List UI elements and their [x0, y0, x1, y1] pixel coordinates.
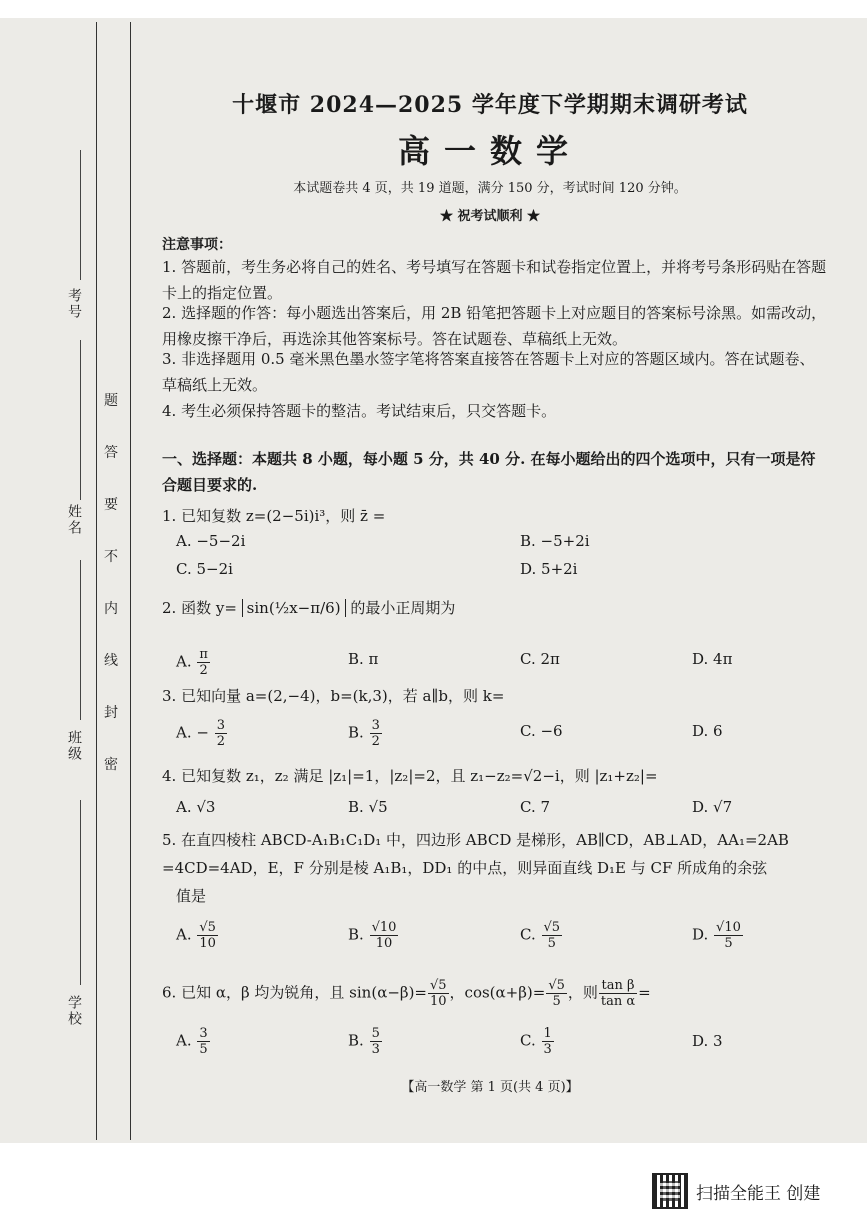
- seal-char: 封: [104, 705, 118, 721]
- q4-option-b: B. √5: [348, 798, 388, 816]
- q5-option-a: [176, 920, 219, 951]
- q3-a-prefix: A. −: [176, 723, 209, 742]
- qr-code-icon: [652, 1173, 688, 1209]
- good-luck-line: ★ 祝考试顺利 ★: [439, 209, 541, 224]
- q6-a-fraction: [197, 1026, 209, 1057]
- q5-d-fraction: [714, 920, 743, 951]
- q3-option-c: C. −6: [520, 722, 563, 740]
- numerator: √5: [199, 920, 216, 935]
- denominator: 2: [199, 663, 208, 678]
- page-footer: 【高一数学 第 1 页(共 4 页)】: [401, 1080, 579, 1095]
- q4-option-c: C. 7: [520, 798, 551, 816]
- numerator: tan β: [599, 978, 637, 994]
- class-label: 班级: [66, 730, 82, 762]
- numerator: 5: [371, 1026, 380, 1041]
- q3-a-fraction: [215, 718, 227, 749]
- question-4-stem: 4. 已知复数 z₁，z₂ 满足 |z₁|=1，|z₂|=2，且 z₁−z₂=√2−i，则 |z₁+z₂|=: [162, 767, 658, 785]
- denominator: 5: [724, 936, 733, 951]
- exam-number-label: 考号: [66, 288, 82, 320]
- subject-title: 高一数学: [397, 132, 582, 170]
- q6-fraction-tan: [599, 978, 637, 1009]
- question-3-stem: 3. 已知向量 a=(2,−4)，b=(k,3)，若 a∥b，则 k=: [162, 687, 505, 705]
- question-5-stem-line2: =4CD=4AD，E，F 分别是棱 A₁B₁，DD₁ 的中点，则异面直线 D₁E 与 CF 所成角的余弦: [162, 859, 768, 877]
- school-line: [80, 800, 81, 985]
- denominator: 10: [375, 936, 393, 951]
- seal-char: 密: [104, 757, 118, 773]
- name-label: 姓名: [66, 504, 82, 536]
- q3-option-d: D. 6: [692, 722, 723, 740]
- q3-option-b: [348, 718, 383, 749]
- denominator: 10: [199, 936, 216, 951]
- note-item: 1. 答题前，考生务必将自己的姓名、考号填写在答题卡和试卷指定位置上，并将考号条形码贴在答题卡上的指定位置。: [162, 258, 827, 302]
- q3-b-prefix: B.: [348, 723, 364, 742]
- seal-char: 题: [104, 393, 118, 409]
- q6-stem-part: 6. 已知 α，β 均为锐角，且 sin(α−β)=: [162, 983, 427, 1002]
- denominator: 2: [371, 734, 380, 749]
- seal-char: 不: [104, 549, 118, 565]
- numerator: π: [199, 647, 208, 662]
- exam-title: 十堰市 2024—2025 学年度下学期期末调研考试: [232, 92, 748, 118]
- q6-option-d: D. 3: [692, 1032, 723, 1050]
- q6-b-fraction: [370, 1026, 382, 1057]
- seal-char: 内: [104, 601, 118, 617]
- question-6-stem: [162, 978, 827, 1009]
- q2-option-d: D. 4π: [692, 650, 733, 668]
- denominator: 5: [199, 1042, 208, 1057]
- denominator: tan α: [600, 994, 636, 1009]
- q6-c-fraction: [542, 1026, 554, 1057]
- school-label: 学校: [66, 995, 82, 1027]
- q2-a-prefix: A.: [176, 652, 192, 671]
- numerator: √5: [548, 978, 565, 993]
- denominator: 10: [429, 994, 447, 1009]
- q2-a-fraction: [197, 647, 210, 678]
- q4-option-a: A. √3: [176, 798, 216, 816]
- q6-fraction-cos: [546, 978, 567, 1009]
- question-5-stem-line3: 值是: [176, 887, 207, 905]
- class-line: [80, 560, 81, 720]
- question-1-stem: 1. 已知复数 z=(2−5i)i³，则 z̄ =: [162, 507, 386, 525]
- q2-stem-pre: 2. 函数 y=: [162, 599, 237, 617]
- question-5-stem-line1: 5. 在直四棱柱 ABCD-A₁B₁C₁D₁ 中，四边形 ABCD 是梯形，AB∥CD，AB⊥AD，AA₁=2AB: [162, 831, 789, 849]
- q2-option-b: B. π: [348, 650, 379, 668]
- exam-info: 本试题卷共 4 页，共 19 道题，满分 150 分，考试时间 120 分钟。: [293, 181, 687, 196]
- q6-fraction-sin: [428, 978, 449, 1009]
- denominator: 3: [543, 1042, 552, 1057]
- q3-option-a: [176, 718, 228, 749]
- q2-option-c: C. 2π: [520, 650, 560, 668]
- denominator: 3: [371, 1042, 380, 1057]
- seal-char: 要: [104, 497, 118, 513]
- seal-char: 答: [104, 445, 118, 461]
- scanner-label: 扫描全能王 创建: [696, 1183, 821, 1204]
- q1-option-d: D. 5+2i: [520, 560, 578, 578]
- binding-margin: [0, 18, 132, 1143]
- numerator: 3: [371, 718, 380, 733]
- q5-a-fraction: [197, 920, 218, 951]
- q5-d-prefix: D.: [692, 925, 709, 944]
- note-item: 3. 非选择题用 0.5 毫米黑色墨水签字笔将答案直接答在答题卡上对应的答题区域内。答在试题卷、草稿纸上无效。: [162, 350, 815, 394]
- q1-option-b: B. −5+2i: [520, 532, 590, 550]
- notes-heading: 注意事项：: [162, 237, 232, 253]
- q1-option-c: C. 5−2i: [176, 560, 233, 578]
- seal-char: 线: [104, 653, 118, 669]
- q4-option-d: D. √7: [692, 798, 733, 816]
- numerator: √10: [371, 920, 397, 935]
- numerator: 3: [199, 1026, 208, 1041]
- q1-option-a: A. −5−2i: [176, 532, 246, 550]
- q2-abs-function: sin(½x−π/6): [242, 599, 346, 617]
- denominator: 2: [216, 734, 225, 749]
- numerator: √5: [429, 978, 447, 993]
- section-heading: 一、选择题：本题共 8 小题，每小题 5 分，共 40 分. 在每小题给出的四个选项中，只有一项是符合题目要求的.: [162, 450, 816, 494]
- q5-b-fraction: [370, 920, 399, 951]
- numerator: 1: [543, 1026, 552, 1041]
- q5-option-d: [692, 920, 744, 951]
- q6-stem-part: =: [638, 983, 651, 1002]
- q5-b-prefix: B.: [348, 925, 364, 944]
- q5-option-c: [520, 920, 563, 951]
- name-line: [80, 340, 81, 500]
- q6-c-prefix: C.: [520, 1031, 536, 1050]
- note-item: 4. 考生必须保持答题卡的整洁。考试结束后，只交答题卡。: [162, 402, 557, 420]
- numerator: √10: [716, 920, 741, 935]
- margin-line-inner: [96, 22, 97, 1140]
- q6-option-c: [520, 1026, 555, 1057]
- q5-a-prefix: A.: [176, 925, 192, 944]
- q6-stem-part: ，cos(α+β)=: [449, 983, 546, 1002]
- q5-c-fraction: [542, 920, 563, 951]
- q6-b-prefix: B.: [348, 1031, 364, 1050]
- q5-option-b: [348, 920, 399, 951]
- q6-option-a: [176, 1026, 211, 1057]
- exam-number-line: [80, 150, 81, 280]
- q2-option-a: [176, 647, 211, 678]
- q6-stem-part: ，则: [567, 983, 598, 1002]
- note-item: 2. 选择题的作答：每小题选出答案后，用 2B 铅笔把答题卡上对应题目的答案标号涂黑。如需改动，用橡皮擦干净后，再选涂其他答案标号。答在试题卷、草稿纸上无效。: [162, 304, 827, 348]
- q6-option-b: [348, 1026, 383, 1057]
- denominator: 5: [552, 994, 561, 1009]
- scanner-watermark: [652, 1173, 820, 1209]
- question-2-stem: [162, 596, 827, 620]
- denominator: 5: [547, 936, 556, 951]
- q5-c-prefix: C.: [520, 925, 536, 944]
- numerator: √5: [543, 920, 561, 935]
- q6-a-prefix: A.: [176, 1031, 192, 1050]
- margin-line-outer: [130, 22, 131, 1140]
- q3-b-fraction: [370, 718, 382, 749]
- numerator: 3: [216, 718, 225, 733]
- q2-stem-post: 的最小正周期为: [350, 599, 456, 617]
